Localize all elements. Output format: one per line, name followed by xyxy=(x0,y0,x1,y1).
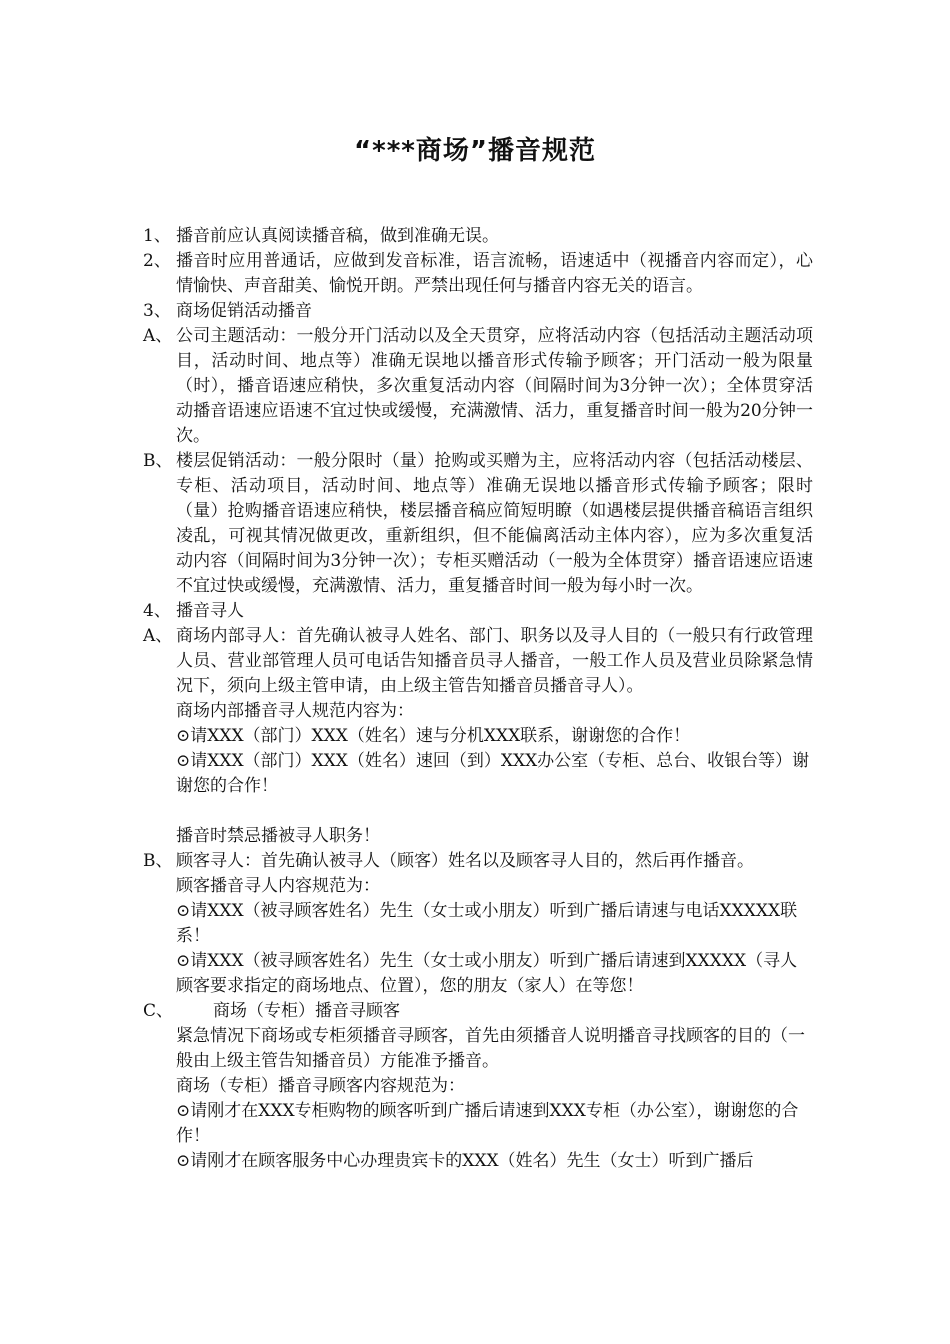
section-1 xyxy=(143,224,813,249)
section-2-number: 2、 xyxy=(143,251,171,271)
section-4b xyxy=(143,849,813,874)
section-4c-template-2: ⊙请刚才在顾客服务中心办理贵宾卡的XXX（姓名）先生（女士）听到广播后 xyxy=(176,1151,754,1171)
section-4 xyxy=(143,599,813,624)
section-4c-letter: C、 xyxy=(143,1001,174,1021)
section-4c-rule-heading: 商场（专柜）播音寻顾客内容规范为： xyxy=(176,1076,465,1096)
section-3-number: 3、 xyxy=(143,301,171,321)
section-4a-letter: A、 xyxy=(143,626,173,646)
section-4-number: 4、 xyxy=(143,601,171,621)
section-4b-text: 顾客寻人：首先确认被寻人（顾客）姓名以及顾客寻人目的，然后再作播音。 xyxy=(176,851,754,871)
section-4c-template-1: ⊙请刚才在XXX专柜购物的顾客听到广播后请速到XXX专柜（办公室），谢谢您的合作！ xyxy=(176,1101,799,1146)
section-4-text: 播音寻人 xyxy=(176,601,244,621)
section-4a-template-2: ⊙请XXX（部门）XXX（姓名）速回（到）XXX办公室（专柜、总台、收银台等）谢谢您的合作！ xyxy=(176,751,810,796)
section-2 xyxy=(143,249,813,299)
section-4b-rule-heading: 顾客播音寻人内容规范为： xyxy=(176,876,380,896)
section-3a-letter: A、 xyxy=(143,326,173,346)
document-title: “***商场”播音规范 xyxy=(354,136,596,166)
section-3b-text: 楼层促销活动：一般分限时（量）抢购或买赠为主，应将活动内容（包括活动楼层、专柜、活动项目，活动时间、地点等）准确无误地以播音形式传输予顾客；限时（量）抢购播音语速应稍快，楼层播音稿应简短明瞭（如遇楼层提供播音稿语言组织凌乱，可视其情况做更改，重新组织，但不能偏离活动主体内容），应为多次重复活动内容（间隔时间为3分钟一次）；专柜买赠活动（一般为全体贯穿）播音语速应语速不宜过快或缓慢，充满激情、活力，重复播音时间一般为每小时一次。 xyxy=(176,451,813,596)
section-3b xyxy=(143,449,813,599)
section-2-text: 播音时应用普通话，应做到发音标准，语言流畅，语速适中（视播音内容而定），心情愉快、声音甜美、愉悦开朗。严禁出现任何与播音内容无关的语言。 xyxy=(176,251,813,296)
section-4b-template-1: ⊙请XXX（被寻顾客姓名）先生（女士或小朋友）听到广播后请速与电话XXXXX联系！ xyxy=(176,901,798,946)
section-4a-text: 商场内部寻人：首先确认被寻人姓名、部门、职务以及寻人目的（一般只有行政管理人员、营业部管理人员可电话告知播音员寻人播音，一般工作人员及营业员除紧急情况下，须向上级主管申请，由上级主管告知播音员播音寻人）。 xyxy=(176,626,813,696)
blank-line xyxy=(143,799,813,824)
section-4a xyxy=(143,624,813,699)
section-3 xyxy=(143,299,813,324)
section-3a xyxy=(143,324,813,449)
section-4b-template-2: ⊙请XXX（被寻顾客姓名）先生（女士或小朋友）听到广播后请速到XXXXX（寻人顾客要求指定的商场地点、位置），您的朋友（家人）在等您！ xyxy=(176,951,798,996)
section-4b-letter: B、 xyxy=(143,851,173,871)
section-1-text: 播音前应认真阅读播音稿，做到准确无误。 xyxy=(176,226,499,246)
section-4a-rule-heading: 商场内部播音寻人规范内容为： xyxy=(176,701,414,721)
section-4c-text: 商场（专柜）播音寻顾客 xyxy=(213,1001,400,1021)
section-4a-template-1: ⊙请XXX（部门）XXX（姓名）速与分机XXX联系，谢谢您的合作！ xyxy=(176,726,691,746)
section-4a-note: 播音时禁忌播被寻人职务！ xyxy=(176,826,380,846)
section-4c xyxy=(143,999,813,1024)
document-body xyxy=(143,224,813,1174)
section-4c-description: 紧急情况下商场或专柜须播音寻顾客，首先由须播音人说明播音寻找顾客的目的（一般由上级主管告知播音员）方能准予播音。 xyxy=(176,1026,805,1071)
section-1-number: 1、 xyxy=(143,226,171,246)
section-3b-letter: B、 xyxy=(143,451,173,471)
section-3a-text: 公司主题活动：一般分开门活动以及全天贯穿，应将活动内容（包括活动主题活动项目，活动时间、地点等）准确无误地以播音形式传输予顾客；开门活动一般为限量（时），播音语速应稍快，多次重复活动内容（间隔时间为3分钟一次）；全体贯穿活动播音语速应语速不宜过快或缓慢，充满激情、活力，重复播音时间一般为20分钟一次。 xyxy=(176,326,813,446)
section-3-text: 商场促销活动播音 xyxy=(176,301,312,321)
